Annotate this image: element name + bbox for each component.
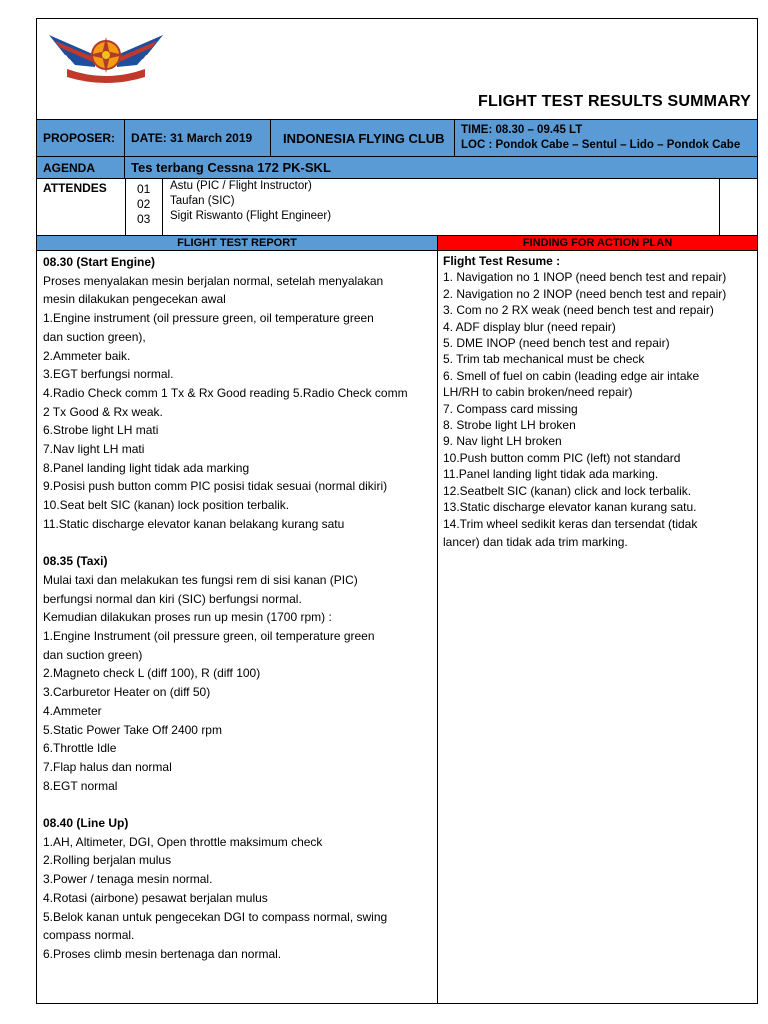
finding-item: 14.Trim wheel sedikit keras dan tersendat (tidak xyxy=(443,516,698,531)
report-line: 6.Strobe light LH mati xyxy=(43,423,159,438)
report-line: 2.Magneto check L (diff 100), R (diff 100) xyxy=(43,666,261,681)
report-line: 1.AH, Altimeter, DGI, Open throttle maksimum check xyxy=(43,834,323,849)
finding-item: 5. DME INOP (need bench test and repair) xyxy=(443,336,670,351)
findings-heading: Flight Test Resume : xyxy=(443,254,561,268)
report-line: 10.Seat belt SIC (kanan) lock position terbalik. xyxy=(43,498,290,513)
finding-item: 7. Compass card missing xyxy=(443,401,578,416)
finding-item: 4. ADF display blur (need repair) xyxy=(443,319,616,334)
finding-item: 1. Navigation no 1 INOP (need bench test and repair) xyxy=(443,270,727,285)
divider xyxy=(125,179,126,235)
attendee-name: Astu (PIC / Flight Instructor) xyxy=(170,180,312,192)
report-line: compass normal. xyxy=(43,928,135,943)
report-line: 3.Carburetor Heater on (diff 50) xyxy=(43,685,211,700)
finding-item: 5. Trim tab mechanical must be check xyxy=(443,352,645,367)
finding-item: 12.Seatbelt SIC (kanan) click and lock terbalik. xyxy=(443,483,692,498)
document-header xyxy=(37,19,757,119)
flight-test-report xyxy=(43,253,433,964)
spacer xyxy=(43,534,433,553)
report-line: 3.Power / tenaga mesin normal. xyxy=(43,872,213,887)
finding-item: LH/RH to cabin broken/need repair) xyxy=(443,385,633,400)
section-heading: 08.40 (Line Up) xyxy=(43,816,129,831)
date-field: DATE: 31 March 2019 xyxy=(125,120,271,156)
spacer xyxy=(43,795,433,814)
report-line: 1.Engine instrument (oil pressure green, oil temperature green xyxy=(43,311,374,326)
report-line: 11.Static discharge elevator kanan belakang kurang satu xyxy=(43,516,345,531)
finding-item: lancer) dan tidak ada trim marking. xyxy=(443,534,628,549)
agenda-row xyxy=(37,157,757,179)
report-line: 8.Panel landing light tidak ada marking xyxy=(43,460,250,475)
report-line: 6.Proses climb mesin bertenaga dan normal. xyxy=(43,946,282,961)
report-section-start-engine xyxy=(43,272,433,534)
divider xyxy=(162,179,163,235)
finding-item: 10.Push button comm PIC (left) not standard xyxy=(443,450,681,465)
report-line: 4.Radio Check comm 1 Tx & Rx Good reading 5.Radio Check comm xyxy=(43,385,408,400)
agenda-value: Tes terbang Cessna 172 PK-SKL xyxy=(125,157,757,178)
report-line: Mulai taxi dan melakukan tes fungsi rem di sisi kanan (PIC) xyxy=(43,572,358,587)
report-line: Kemudian dilakukan proses run up mesin (1700 rpm) : xyxy=(43,610,332,625)
report-line: 9.Posisi push button comm PIC posisi tidak sesuai (normal dikiri) xyxy=(43,479,388,494)
location-field: LOC : Pondok Cabe – Sentul – Lido – Pondok Cabe xyxy=(461,139,741,151)
report-line: 7.Flap halus dan normal xyxy=(43,759,172,774)
attendees-label: ATTENDES xyxy=(43,181,107,195)
finding-item: 3. Com no 2 RX weak (need bench test and repair) xyxy=(443,303,714,318)
document-title: FLIGHT TEST RESULTS SUMMARY xyxy=(478,93,751,110)
report-line: 5.Static Power Take Off 2400 rpm xyxy=(43,722,222,737)
finding-item: 6. Smell of fuel on cabin (leading edge air intake xyxy=(443,368,700,383)
report-line: Proses menyalakan mesin berjalan normal, setelah menyalakan xyxy=(43,273,384,288)
report-line: 5.Belok kanan untuk pengecekan DGI to compass normal, swing xyxy=(43,909,388,924)
report-line: 4.Rotasi (airbone) pesawat berjalan mulus xyxy=(43,890,268,905)
flying-club-logo xyxy=(45,25,167,89)
finding-item: 11.Panel landing light tidak ada marking. xyxy=(443,467,659,482)
time-location xyxy=(455,120,757,156)
attendee-numbers xyxy=(137,182,150,227)
finding-action-plan-heading: FINDING FOR ACTION PLAN xyxy=(438,236,757,251)
attendee-names xyxy=(170,179,331,224)
report-line: 8.EGT normal xyxy=(43,778,118,793)
report-line: 3.EGT berfungsi normal. xyxy=(43,367,174,382)
report-line: 2 Tx Good & Rx weak. xyxy=(43,404,163,419)
section-heading: 08.35 (Taxi) xyxy=(43,554,108,569)
attendee-name: Sigit Riswanto (Flight Engineer) xyxy=(170,210,332,222)
report-line: dan suction green) xyxy=(43,647,143,662)
report-line: dan suction green), xyxy=(43,329,146,344)
attendee-number: 01 xyxy=(137,182,151,196)
report-section-line-up xyxy=(43,833,433,964)
report-line: berfungsi normal dan kiri (SIC) berfungsi normal. xyxy=(43,591,302,606)
attendee-number: 02 xyxy=(137,197,151,211)
report-line: mesin dilakukan pengecekan awal xyxy=(43,292,226,307)
divider xyxy=(719,179,720,235)
report-line: 1.Engine Instrument (oil pressure green, oil temperature green xyxy=(43,629,375,644)
club-name: INDONESIA FLYING CLUB xyxy=(271,120,455,156)
report-section-taxi xyxy=(43,571,433,795)
findings-list xyxy=(443,253,755,552)
attendee-number: 03 xyxy=(137,212,151,226)
finding-item: 13.Static discharge elevator kanan kurang satu. xyxy=(443,500,697,515)
finding-item: 9. Nav light LH broken xyxy=(443,434,562,449)
finding-item: 8. Strobe light LH broken xyxy=(443,418,576,433)
time-field: TIME: 08.30 – 09.45 LT xyxy=(461,124,583,136)
report-line: 2.Ammeter baik. xyxy=(43,348,131,363)
report-line: 4.Ammeter xyxy=(43,703,102,718)
proposer-label: PROPOSER: xyxy=(37,120,125,156)
document-page xyxy=(36,18,758,1004)
section-heading: 08.30 (Start Engine) xyxy=(43,255,156,269)
info-row xyxy=(37,119,757,157)
finding-item: 2. Navigation no 2 INOP (need bench test and repair) xyxy=(443,286,727,301)
attendee-name: Taufan (SIC) xyxy=(170,195,235,207)
report-line: 6.Throttle Idle xyxy=(43,741,117,756)
column-divider xyxy=(437,236,438,1003)
attendees-row xyxy=(37,179,757,236)
flight-test-report-heading: FLIGHT TEST REPORT xyxy=(37,236,437,251)
report-line: 7.Nav light LH mati xyxy=(43,442,145,457)
report-line: 2.Rolling berjalan mulus xyxy=(43,853,172,868)
agenda-label: AGENDA xyxy=(37,157,125,178)
